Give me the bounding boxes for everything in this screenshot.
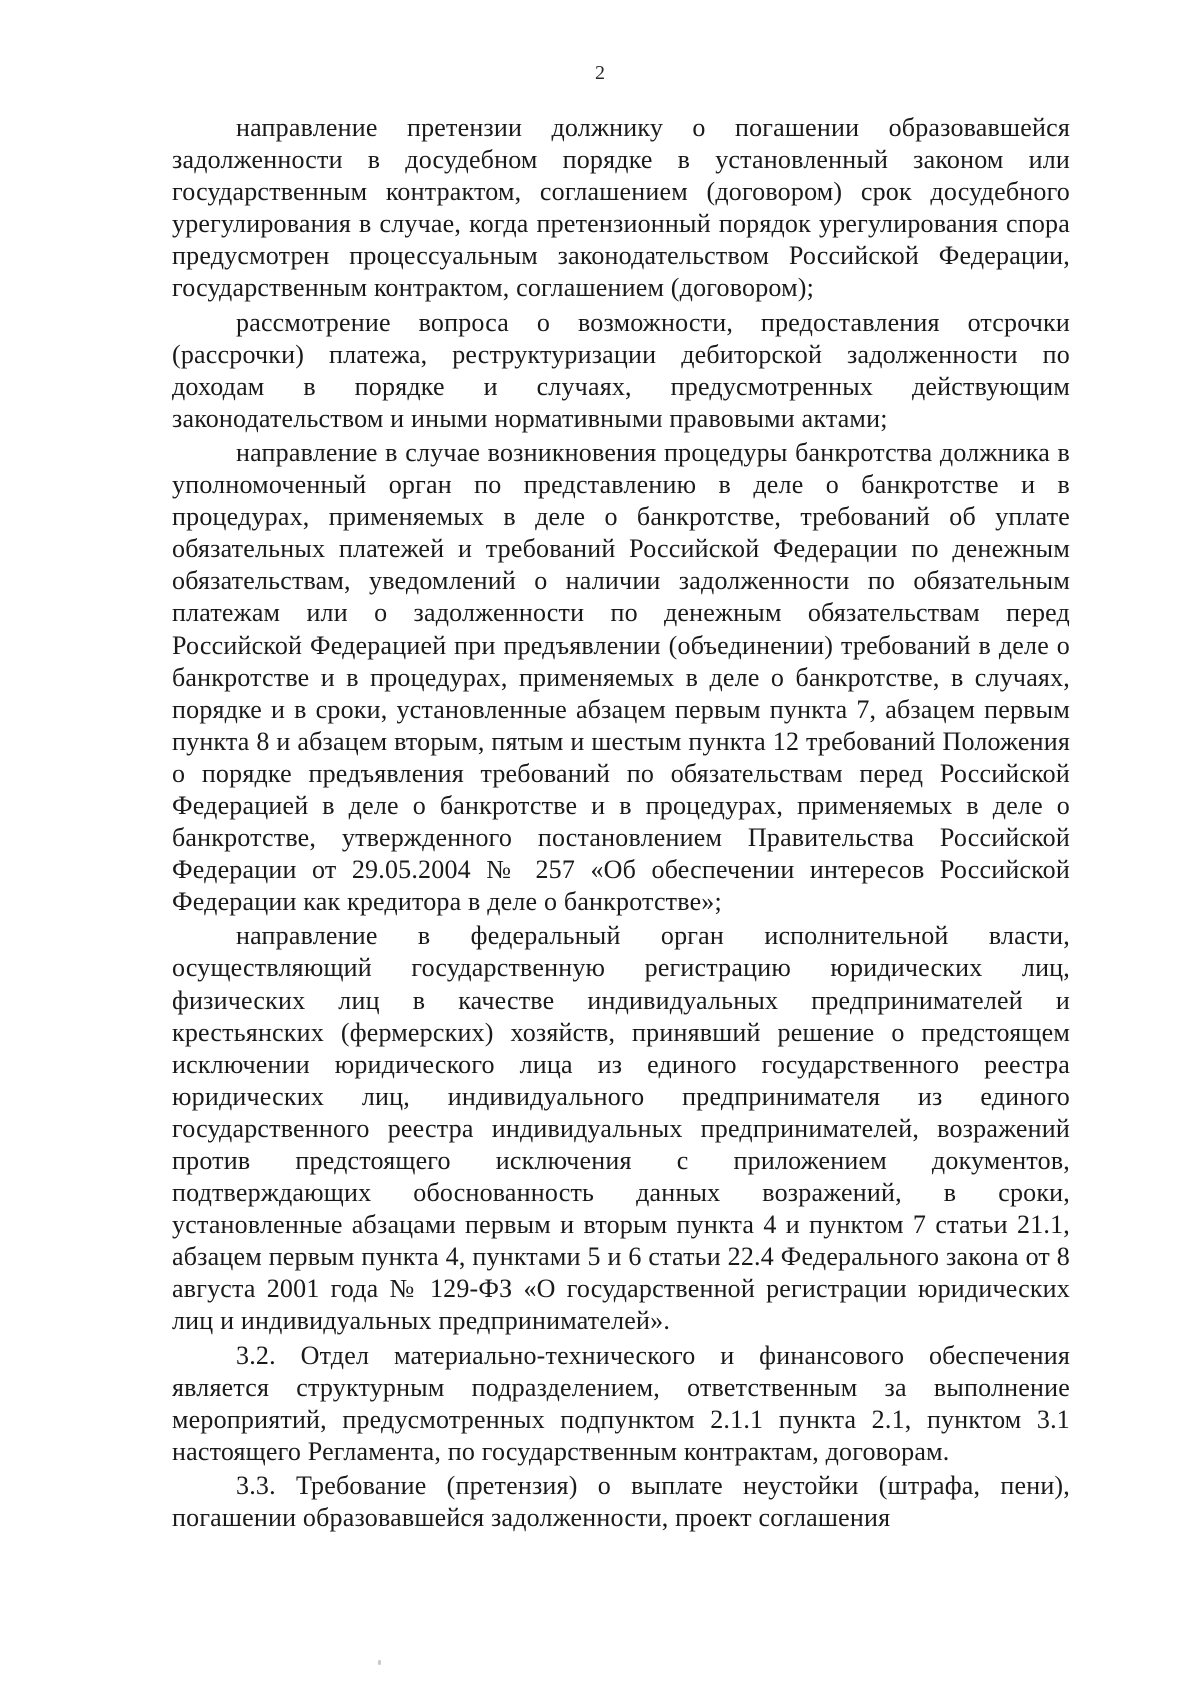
paragraph-registry-exclusion-objection: направление в федеральный орган исполнительной власти, осуществляющий государственную регистрацию юридических лиц, физических лиц в качестве индивидуальных предпринимателей и крестьянских (фермерских) хозяйств, принявший решение о предстоящем исключении юридического лица из единого государственного реестра юридических лиц, индивидуального предпринимателя из единого государственного реестра индивидуальных предпринимателей, возражений против предстоящего исключения с приложением документов, подтверждающих обоснованность данных возражений, в сроки, установленные абзацами первым и вторым пункта 4 и пунктом 7 статьи 21.1, абзацем первым пункта 4, пунктами 5 и 6 статьи 22.4 Федерального закона от 8 августа 2001 года № 129-ФЗ «О государственной регистрации юридических лиц и индивидуальных предпринимателей».: [172, 921, 1070, 1336]
paragraph-claim-to-debtor: направление претензии должнику о погашении образовавшейся задолженности в досудебном порядке в установленный законом или государственным контрактом, соглашением (договором) срок досудебного урегулирования в случае, когда претензионный порядок урегулирования спора предусмотрен процессуальным законодательством Российской Федерации, государственным контрактом, соглашением (договором);: [172, 113, 1070, 303]
paragraph-section-3-2: 3.2. Отдел материально-технического и финансового обеспечения является структурным подразделением, ответственным за выполнение мероприятий, предусмотренных подпунктом 2.1.1 пункта 2.1, пунктом 3.1 настоящего Регламента, по государственным контрактам, договорам.: [172, 1340, 1070, 1466]
document-body: [172, 112, 1070, 1534]
paragraph-deferral-consideration: рассмотрение вопроса о возможности, предоставления отсрочки (рассрочки) платежа, реструктуризации дебиторской задолженности по доходам в порядке и случаях, предусмотренных действующим законодательством и иными нормативными правовыми актами;: [172, 307, 1070, 433]
scan-speck: [378, 1660, 381, 1665]
paragraph-bankruptcy-procedure: направление в случае возникновения процедуры банкротства должника в уполномоченный орган по представлению в деле о банкротстве и в процедурах, применяемых в деле о банкротстве, требований об уплате обязательных платежей и требований Российской Федерации по денежным обязательствам, уведомлений о наличии задолженности по обязательным платежам или о задолженности по денежным обязательствам перед Российской Федерацией при предъявлении (объединении) требований в деле о банкротстве и в процедурах, применяемых в деле о банкротстве, в случаях, порядке и в сроки, установленные абзацем первым пункта 7, абзацем первым пункта 8 и абзацем вторым, пятым и шестым пункта 12 требований Положения о порядке предъявления требований по обязательствам перед Российской Федерацией в деле о банкротстве и в процедурах, применяемых в деле о банкротстве, утвержденного постановлением Правительства Российской Федерации от 29.05.2004 № 257 «Об обеспечении интересов Российской Федерации как кредитора в деле о банкротстве»;: [172, 437, 1070, 917]
paragraph-section-3-3: 3.3. Требование (претензия) о выплате неустойки (штрафа, пени), погашении образовавшейся задолженности, проект соглашения: [172, 1470, 1070, 1533]
page-number: 2: [595, 62, 605, 84]
